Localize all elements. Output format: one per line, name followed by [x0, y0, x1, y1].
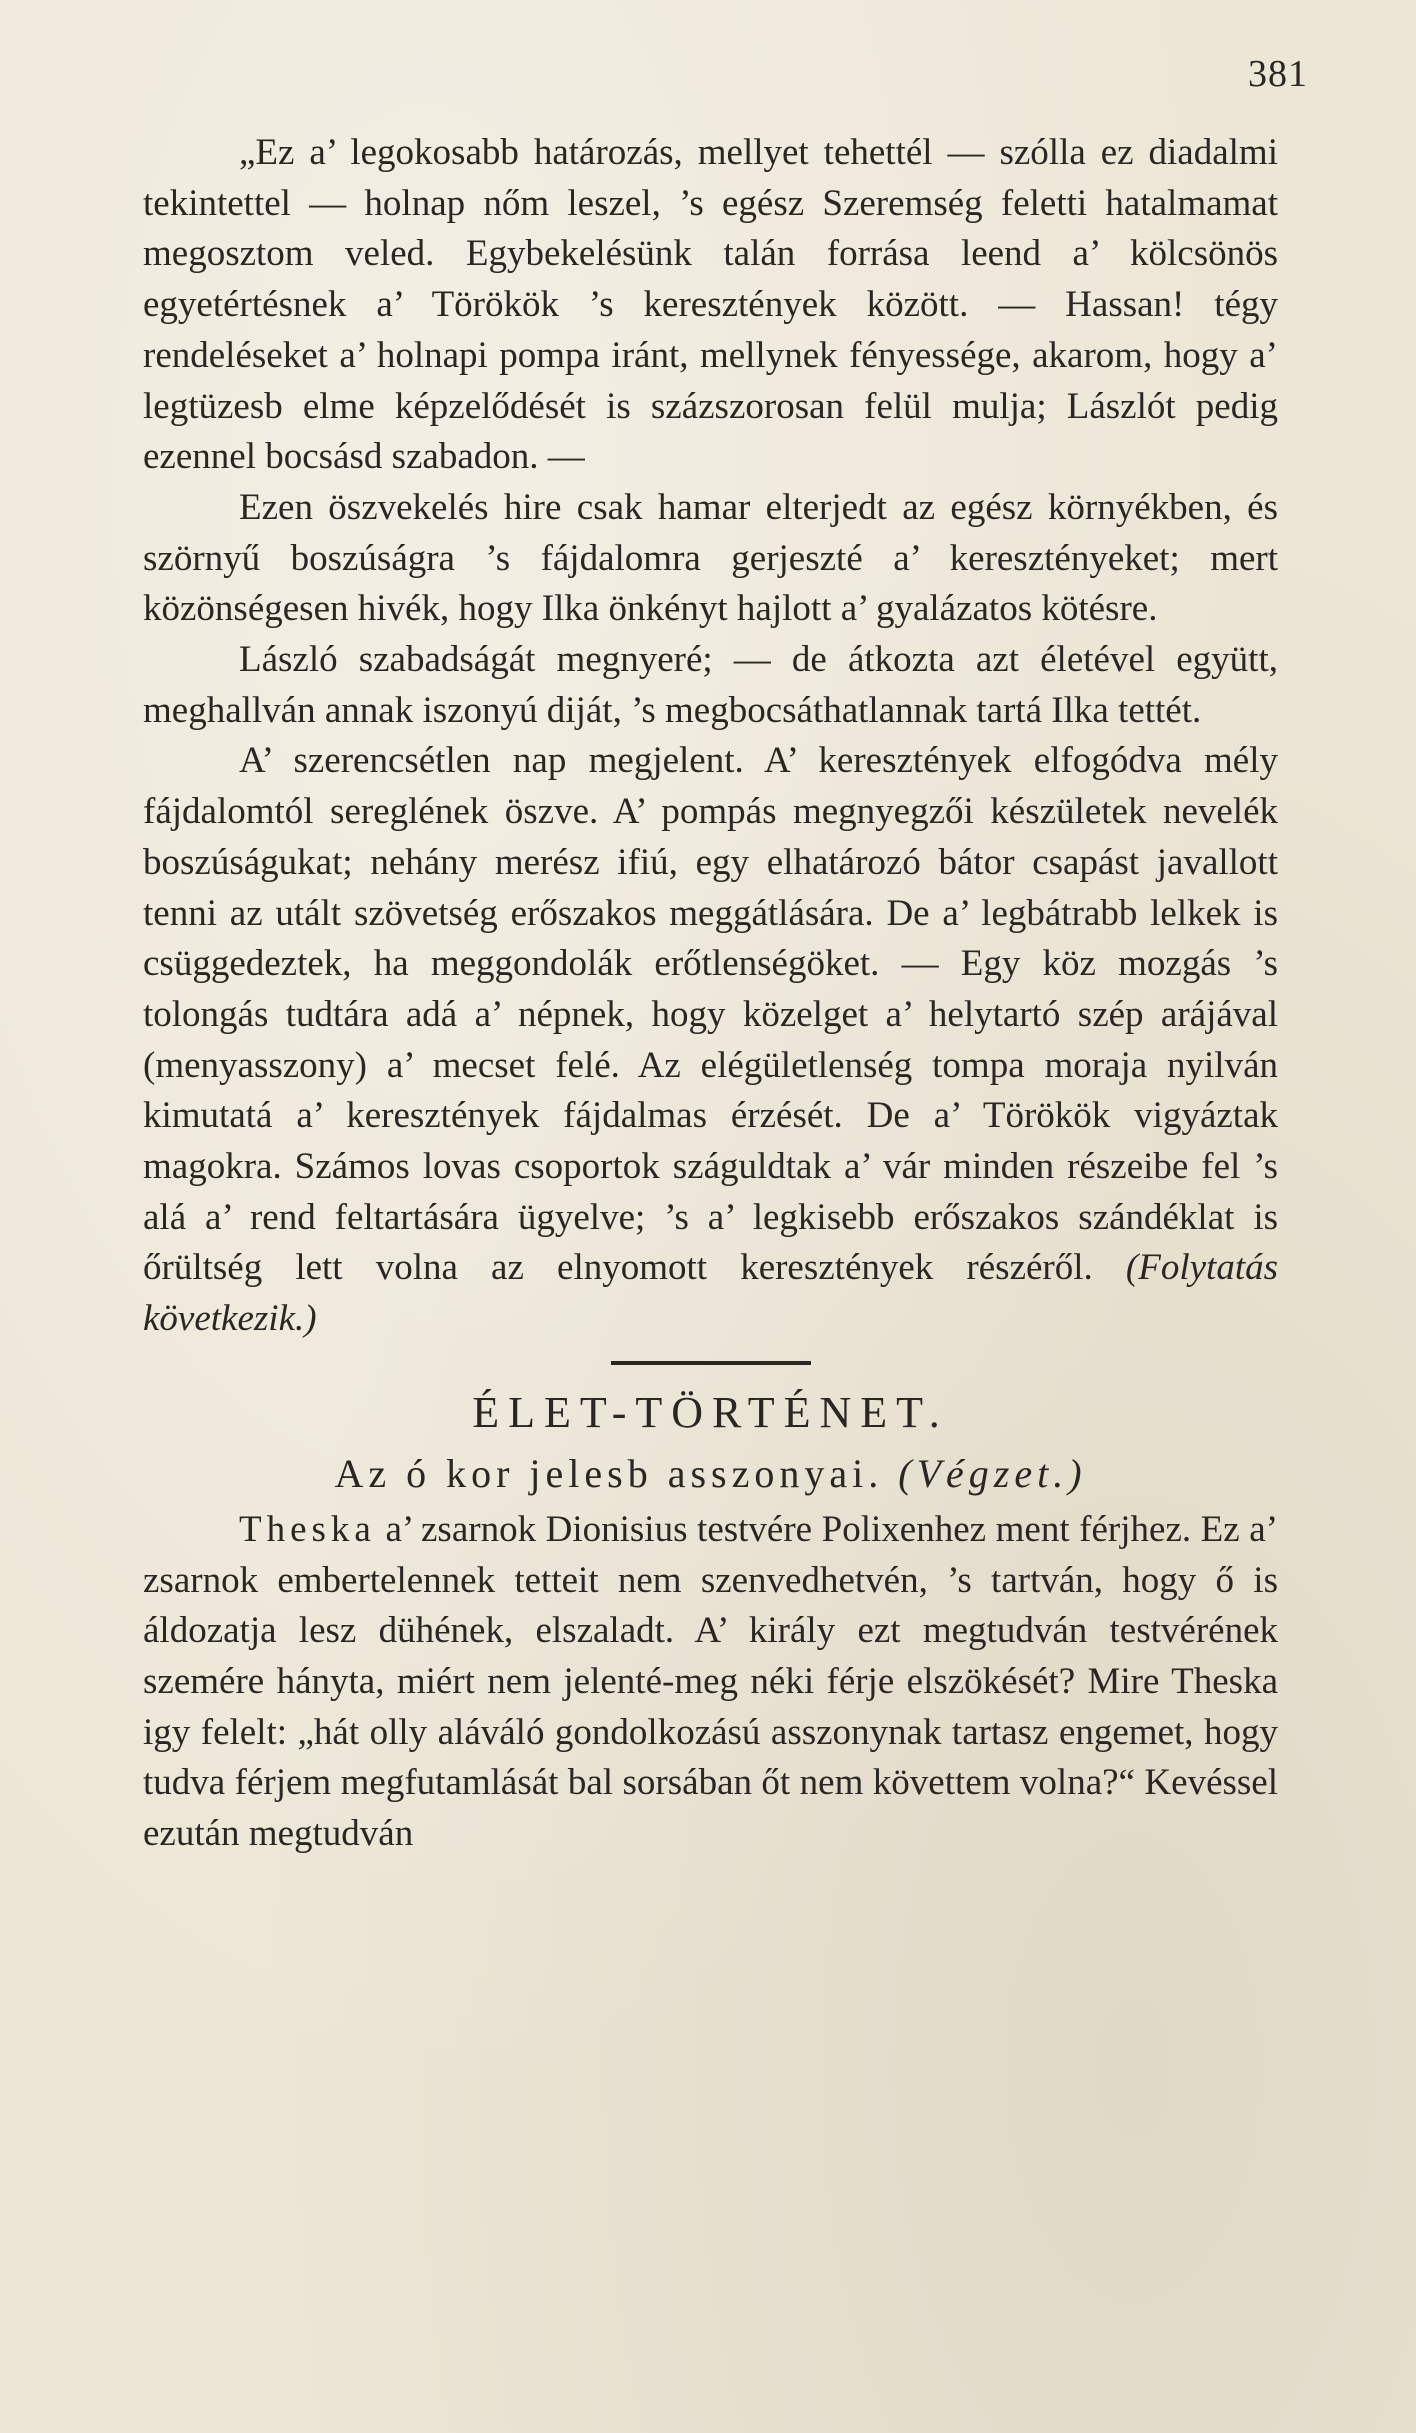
paragraph-3: László szabadságát megnyeré; — de átkozta azt életével együtt, meghallván annak iszonyú diját, ’s megbocsáthatlannak tartá Ilka tettét.: [143, 639, 1278, 731]
continuation-note: (Folytatás következik.): [143, 1247, 1279, 1340]
body-text: [143, 128, 1278, 1860]
paragraph-4: [143, 736, 1278, 1344]
paragraph-2: Ezen öszvekelés hire csak hamar elterjedt az egész környékben, és szörnyű boszúságra ’s fájdalomra gerjeszté a’ keresztényeket; mert közönségesen hivék, hogy Ilka önkényt hajlott a’ gyalázatos kötésre.: [143, 486, 1278, 630]
paragraph-5: [143, 1505, 1278, 1860]
section-divider: [611, 1361, 811, 1365]
section-title: ÉLET-TÖRTÉNET.: [472, 1387, 949, 1437]
page-number: 381: [1248, 53, 1308, 95]
subtitle-text: Az ó kor jelesb asszonyai.: [334, 1450, 884, 1496]
subtitle-note: (Végzet.): [898, 1450, 1087, 1496]
section-subtitle: [143, 1445, 1278, 1503]
paragraph-4-text: A’ szerencsétlen nap megjelent. A’ keresztények elfogódva mély fájdalomtól sereglének öszve. A’ pompás megnyegzői készületek nevelék boszúságukat; nehány merész ifiú, egy elhatározó bátor csapást javallott tenni az utált szövetség erőszakos meggátlására. De a’ legbátrabb lelkek is csüggedeztek, ha meggondolák erőtlenségöket. — Egy köz mozgás ’s tolongás tudtára adá a’ népnek, hogy közelget a’ helytartó szép arájával (menyasszony) a’ mecset felé. Az elégületlenség tompa moraja nyilván kimutatá a’ keresztények fájdalmas érzését. De a’ Törökök vigyáztak magokra. Számos lovas csoportok száguldtak a’ vár minden részeibe fel ’s alá a’ rend feltartására ügyelve; ’s a’ legkisebb erőszakos szándéklat is őrültség lett volna az elnyomott keresztények részéről.: [143, 740, 1278, 1289]
paragraph-5-lead: Theska: [239, 1508, 376, 1550]
paragraph-5-text: a’ zsarnok Dionisius testvére Polixenhez ment férjhez. Ez a’ zsarnok embertelennek tetteit nem szenvedhetvén, ’s tartván, hogy ő is áldozatja lesz dühének, elszaladt. A’ király ezt megtudván testvérének szemére hányta, miért nem jelenté-meg néki férje elszökését? Mire Theska igy felelt: „hát olly aláváló gondolkozású asszonynak tartasz engemet, hogy tudva férjem megfutamlását bal sorsában őt nem követtem volna?“ Kevéssel ezután megtudván: [143, 1508, 1279, 1855]
paragraph-1: „Ez a’ legokosabb határozás, mellyet tehettél — szólla ez diadalmi tekintettel — holnap nőm leszel, ’s egész Szeremség feletti hatalmamat megosztom veled. Egybekelésünk talán forrása leend a’ kölcsönös egyetértésnek a’ Törökök ’s keresztények között. — Hassan! tégy rendeléseket a’ holnapi pompa iránt, mellynek fényessége, akarom, hogy a’ legtüzesb elme képzelődését is százszorosan felül mulja; Lászlót pedig ezennel bocsásd szabadon. —: [143, 132, 1278, 478]
